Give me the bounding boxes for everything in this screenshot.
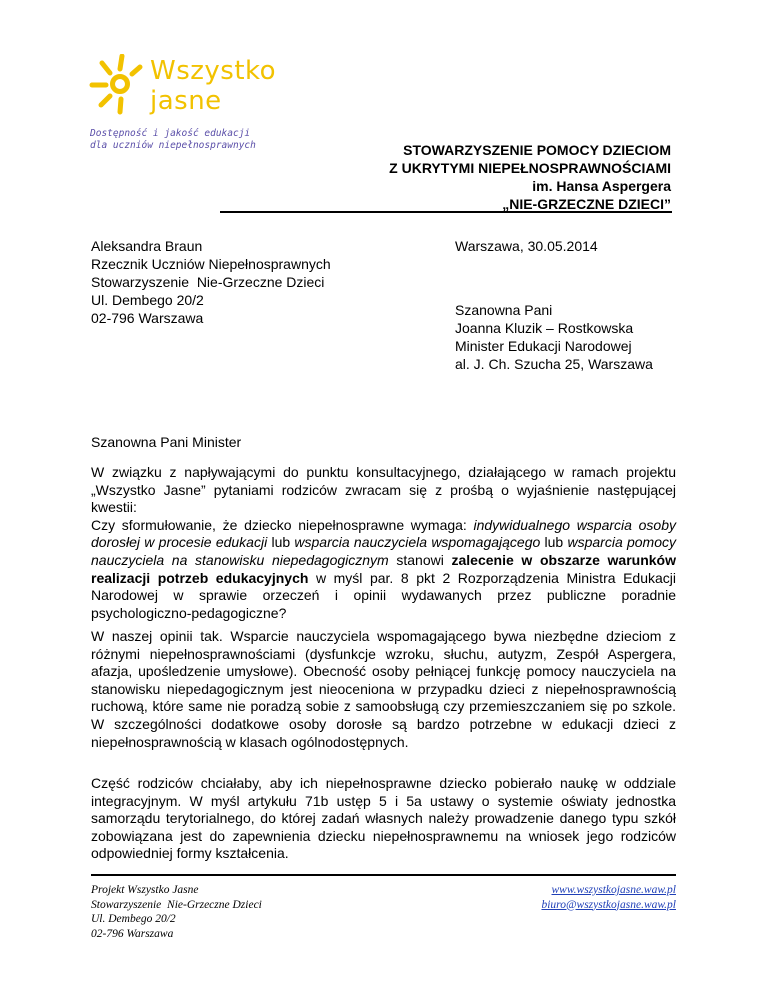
recipient-salutation: Szanowna Pani	[455, 302, 553, 318]
footer-line-2: Stowarzyszenie Nie-Grzeczne Dzieci	[91, 898, 262, 911]
footer-address	[91, 883, 262, 941]
paragraph-1-intro: W związku z napływającymi do punktu konsultacyjnego, działającego w ramach projektu „Wszystko Jasne” pytaniami rodziców zwracam się z prośbą o wyjaśnienie następującej kwestii:	[91, 464, 676, 516]
org-line-1: STOWARZYSZENIE POMOCY DZIECIOM	[403, 142, 671, 158]
sender-city: 02-796 Warszawa	[91, 310, 204, 326]
footer-line-1: Projekt Wszystko Jasne	[91, 884, 199, 896]
logo-tagline-2: dla uczniów niepełnosprawnych	[90, 140, 256, 151]
org-line-3: im. Hansa Aspergera	[532, 178, 671, 194]
paragraph-3: Część rodziców chciałaby, aby ich niepełnosprawne dziecko pobierało naukę w oddziale integracyjnym. W myśl artykułu 71b ustęp 5 i 5a ustawy o systemie oświaty jednostka samorządu terytorialnego, do której zadań własnych należy prowadzenie danego typu szkół zobowiązana jest do zapewnienia dziecku niepełnosprawnemu na wniosek jego rodziców odpowiedniej formy kształcenia.	[91, 775, 676, 862]
footer-line-3: Ul. Dembego 20/2	[91, 913, 176, 925]
sender-name: Aleksandra Braun	[91, 238, 203, 254]
org-line-2: Z UKRYTYMI NIEPEŁNOSPRAWNOŚCIAMI	[389, 160, 671, 176]
footer-line-4: 02-796 Warszawa	[91, 927, 174, 940]
header-divider	[220, 211, 672, 213]
paragraph-1-question: Czy sformułowanie, że dziecko niepełnosprawne wymaga: indywidualnego wsparcia osoby dorosłej w procesie edukacji lub wsparcia nauczyciela wspomagającego lub wsparcia pomocy nauczyciela na stanowisku niepedagogicznym stanowi zalecenie w obszarze warunków realizacji potrzeb edukacyjnych w myśl par. 8 pkt 2 Rozporządzenia Ministra Edukacji Narodowej w sprawie orzeczeń i opinii wydawanych przez publiczne poradnie psychologiczno-pedagogiczne?	[91, 516, 677, 621]
sender-block	[91, 237, 331, 327]
footer-contact	[541, 883, 676, 912]
recipient-block	[455, 301, 653, 373]
footer-divider	[91, 874, 676, 876]
logo	[88, 50, 288, 160]
recipient-name: Joanna Kluzik – Rostkowska	[455, 320, 634, 336]
website-link[interactable]: www.wszystkojasne.waw.pl	[551, 884, 676, 896]
recipient-address: al. J. Ch. Szucha 25, Warszawa	[455, 356, 653, 372]
paragraph-1	[91, 464, 676, 622]
logo-tagline-1: Dostępność i jakość edukacji	[90, 128, 251, 139]
sun-icon	[88, 54, 148, 116]
logo-word-1: Wszystko	[150, 56, 277, 86]
paragraph-2: W naszej opinii tak. Wsparcie nauczyciela wspomagającego bywa niezbędne dzieciom z różnymi niepełnosprawnościami (dysfunkcje wzroku, słuchu, autyzm, Zespół Aspergera, afazja, upośledzenie umysłowe). Obecność osoby pełniącej funkcję pomocy nauczyciela na stanowisku niepedagogicznym jest nieoceniona w przypadku dzieci z niepełnosprawnością ruchową, które same nie poradzą sobie z samoobsługą czy przemieszczaniem się po szkole. W szczególności dodatkowe osoby dorosłe są bardzo potrzebne w edukacji dzieci z niepełnosprawnością w klasach ogólnodostępnych.	[91, 628, 676, 750]
greeting: Szanowna Pani Minister	[91, 434, 242, 450]
sender-role: Rzecznik Uczniów Niepełnosprawnych	[91, 256, 331, 272]
sender-street: Ul. Dembego 20/2	[91, 292, 204, 308]
email-link[interactable]: biuro@wszystkojasne.waw.pl	[541, 898, 676, 911]
recipient-role: Minister Edukacji Narodowej	[455, 338, 632, 354]
letter-date: Warszawa, 30.05.2014	[455, 238, 598, 254]
organization-header	[389, 141, 671, 213]
sender-org: Stowarzyszenie Nie-Grzeczne Dzieci	[91, 274, 325, 290]
logo-word-2: jasne	[150, 86, 222, 116]
org-line-4: „NIE-GRZECZNE DZIECI”	[502, 196, 671, 212]
